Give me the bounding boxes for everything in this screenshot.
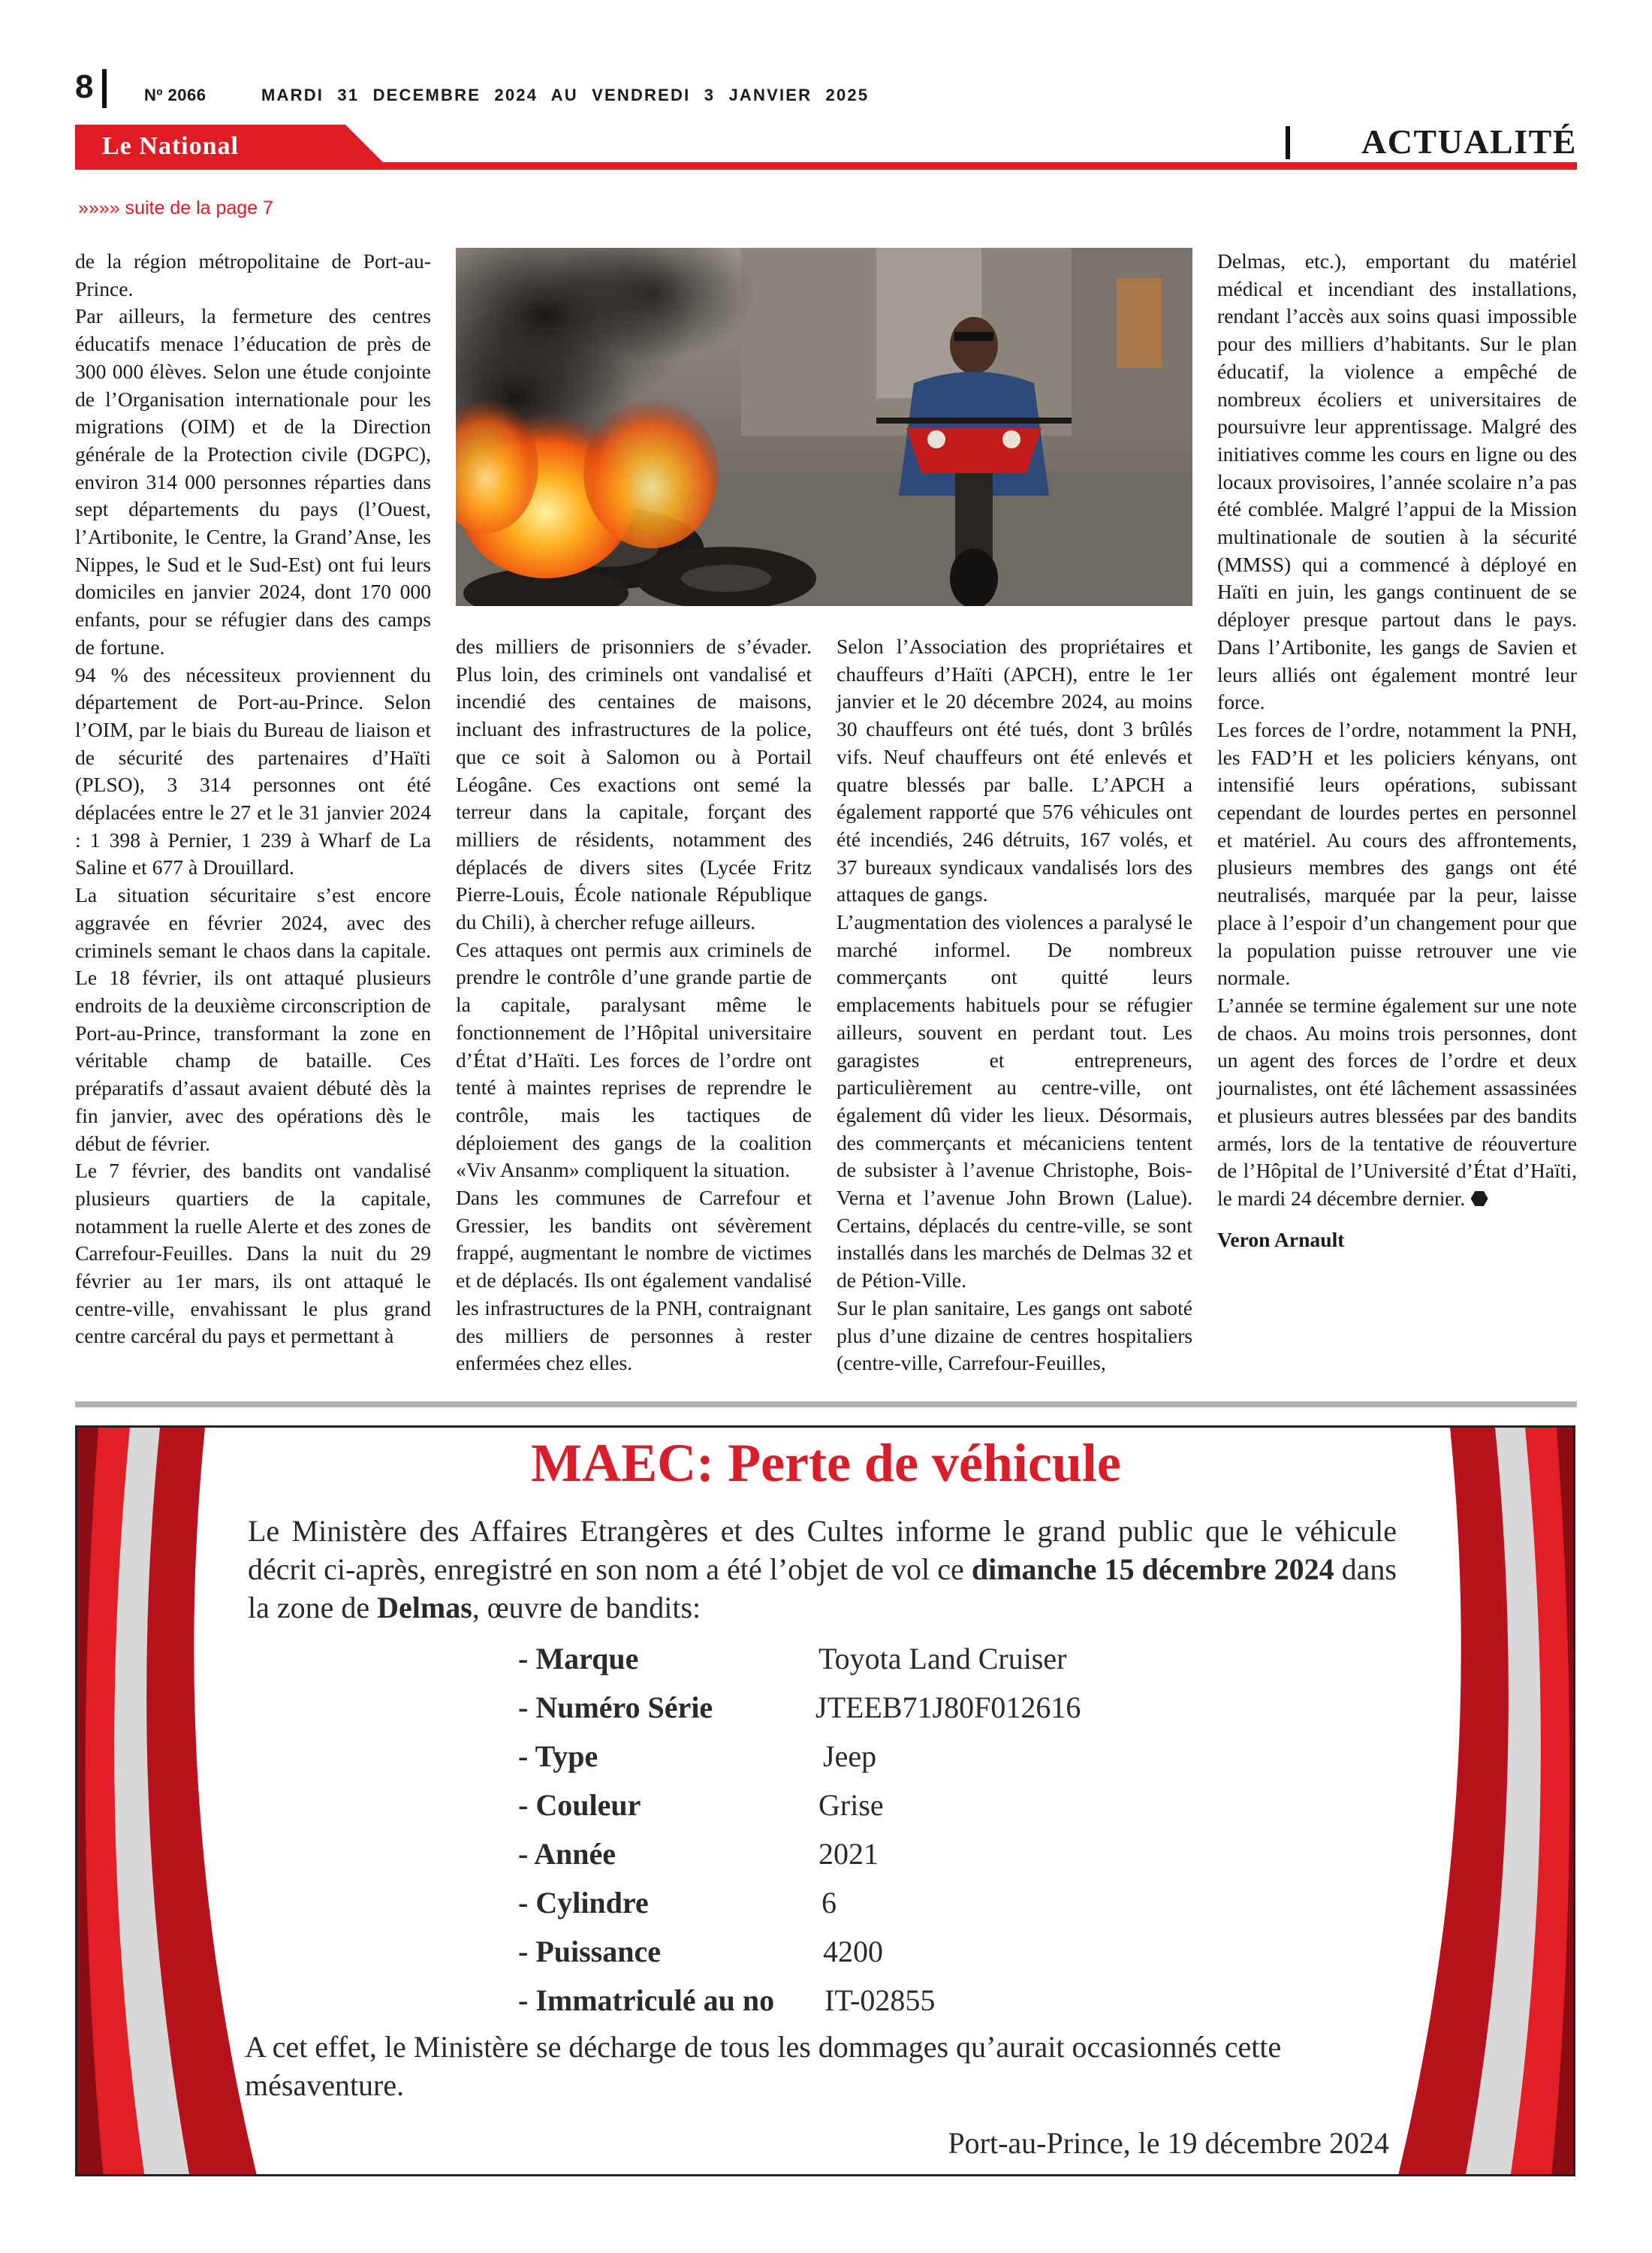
vehicle-spec-label: - Immatriculé au no <box>518 1983 775 2017</box>
article-column-1 <box>75 248 431 1350</box>
vehicle-spec-label: - Marque <box>518 1642 639 1675</box>
section-separator <box>75 1401 1577 1407</box>
article-paragraph: Sur le plan sanitaire, Les gangs ont saboté plus d’une dizaine de centres hospitaliers (centre-ville, Carrefour-Feuilles, <box>837 1295 1192 1375</box>
vehicle-spec-label: - Couleur <box>518 1788 641 1822</box>
vehicle-spec-value: Jeep <box>823 1739 877 1773</box>
ad-theft-location: Delmas <box>377 1591 472 1624</box>
ad-intro-text: dans la zone de <box>248 1552 1397 1624</box>
vehicle-spec-label: - Cylindre <box>518 1886 649 1920</box>
article-column-4 <box>1217 248 1577 1253</box>
ad-theft-date: dimanche 15 décembre 2024 <box>971 1552 1334 1586</box>
ad-intro-text: , œuvre de bandits: <box>472 1591 701 1624</box>
ad-intro-text: Le Ministère des Affaires Etrangères et des Cultes informe le grand public que le véhicule décrit ci-après, enregistré en son nom a été l’objet de vol ce <box>248 1514 1397 1586</box>
article-column-2 <box>456 633 812 1377</box>
vehicle-spec-label: - Numéro Série <box>518 1691 713 1724</box>
article-paragraph: 94 % des nécessiteux proviennent du département de Port-au-Prince. Selon l’OIM, par le biais du Bureau de liaison et de sécurité des partenaires d’Haïti (PLSO), 3 314 personnes ont été déplacées entre le 27 et le 31 janvier 2024 : 1 398 à Pernier, 1 239 à Wharf de La Saline et 677 à Drouillard. <box>75 662 431 879</box>
vehicle-spec-value: IT-02855 <box>824 1983 936 2017</box>
article-paragraph: Ces attaques ont permis aux criminels de prendre le contrôle d’une grande partie de la capitale, paralysant même le fonctionnement de l’Hôpital universitaire d’État d’Haïti. Les forces de l’ordre ont tenté à maintes reprises de reprendre le contrôle, mais les tactiques de déploiement des gangs de la coalition «Viv Ansanm» compliquent la situation. <box>456 937 812 1182</box>
author-byline: Veron Arnault <box>1217 1227 1345 1251</box>
vehicle-spec-label: - Puissance <box>518 1935 661 1968</box>
article-paragraph: Selon l’Association des propriétaires et chauffeurs d’Haïti (APCH), entre le 1er janvier et le 20 décembre 2024, au moins 30 chauffeurs ont été tués, dont 3 brûlés vifs. Neuf chauffeurs ont été enlevés et quatre blessés par balle. L’APCH a également rapporté que 576 véhicules ont été incendiés, 246 détruits, 167 volés, et 37 bureaux syndicaux vandalisés lors des attaques de gangs. <box>837 635 1192 906</box>
article-paragraph: L’augmentation des violences a paralysé le marché informel. De nombreux commerçants ont quitté leurs emplacements habituels pour se réfugier ailleurs, souvent en perdant tout. Les garagistes et entrepreneurs, particulièrement au centre-ville, ont également dû vider les lieux. Désormais, des commerçants et mécaniciens tentent de subsister à l’avenue Christophe, Bois-Verna et l’avenue John Brown (Lalue). Certains, déplacés du centre-ville, se sont installés dans les marchés de Delmas 32 et de Pétion-Ville. <box>837 910 1192 1292</box>
article-paragraph: Les forces de l’ordre, notamment la PNH, les FAD’H et les policiers kényans, ont intensifié leurs opérations, subissant cependant de lourdes pertes en personnel et matériel. Au cours des affrontements, plusieurs membres des gangs ont été neutralisés, marquée par la peur, laisse place à l’espoir d’un changement pour que la population puisse retrouver une vie normale. <box>1217 717 1577 990</box>
vehicle-spec-value: Toyota Land Cruiser <box>818 1642 1067 1675</box>
article-paragraph: des milliers de prisonniers de s’évader. Plus loin, des criminels ont vandalisé et incendié des centaines de maisons, incluant des infrastructures de la police, que ce soit à Salomon ou à Portail Léogâne. Ces exactions ont semé la terreur dans la capitale, forçant des milliers de résidents, notamment des déplacés de divers sites (Lycée Fritz Pierre-Louis, École nationale République du Chili), à chercher refuge ailleurs. <box>456 635 812 934</box>
article-column-3 <box>837 633 1192 1377</box>
vehicle-spec-value: Grise <box>818 1788 884 1822</box>
vehicle-spec-value: 6 <box>821 1886 837 1920</box>
continued-from-link[interactable]: »»»» suite de la page 7 <box>78 198 273 219</box>
article-last-paragraph-text: L’année se termine également sur une note de chaos. Au moins trois personnes, dont un agent des forces de l’ordre et deux journalistes, ont été lâchement assassinées et plusieurs autres blessées par des bandits armés, lors de la tentative de réouverture de l’Hôpital de l’Université d’État d’Haïti, le mardi 24 décembre dernier. <box>1217 993 1577 1210</box>
advertisement-place-date: Port-au-Prince, le 19 décembre 2024 <box>948 2126 1389 2160</box>
article-paragraph: Delmas, etc.), emportant du matériel médical et incendiant des installations, rendant l’accès aux soins quasi impossible pour des milliers d’habitants. Sur le plan éducatif, la violence a empêché de nombreux écoliers et universitaires de poursuivre leur apprentissage. Malgré des initiatives comme les cours en ligne ou des locaux provisoires, l’année scolaire n’a pas été comblée. Malgré l’appui de la Mission multinationale de soutien à la sécurité (MMSS) qui a commencé à déployé en Haïti en juin, les gangs continuent de se déployer presque partout dans le pays. Dans l’Artibonite, les gangs de Savien et leurs alliés ont également montré leur force. <box>1217 249 1577 714</box>
article-paragraph: Le 7 février, des bandits ont vandalisé plusieurs quartiers de la capitale, notamment la ruelle Alerte et des zones de Carrefour-Feuilles. Dans la nuit du 29 février au 1er mars, ils ont attaqué le centre-ville, envahissant le plus grand centre carcéral du pays et permettant à <box>75 1159 431 1348</box>
advertisement-title: MAEC: Perte de véhicule <box>531 1433 1121 1493</box>
vehicle-spec-value: 4200 <box>823 1935 883 1968</box>
advertisement-intro <box>248 1512 1397 1627</box>
header-rule <box>75 162 1577 170</box>
issue-date: MARDI 31 DECEMBRE 2024 AU VENDREDI 3 JANVIER 2025 <box>261 86 870 104</box>
vehicle-spec-value: JTEEB71J80F012616 <box>815 1691 1081 1724</box>
issue-number: Nº 2066 <box>144 86 206 104</box>
page-number: 8 <box>75 68 94 105</box>
vehicle-spec-label: - Année <box>518 1837 616 1871</box>
section-divider <box>1286 126 1290 159</box>
end-of-article-icon: ⬣ <box>1470 1186 1489 1210</box>
article-photo <box>456 248 1192 606</box>
article-paragraph <box>1217 992 1577 1213</box>
article-paragraph: La situation sécuritaire s’est encore aggravée en février 2024, avec des criminels semant le chaos dans la capitale. Le 18 février, ils ont attaqué plusieurs endroits de la deuxième circonscription de Port-au-Prince, transformant la zone en véritable champ de bataille. Ces préparatifs d’assaut avaient débuté dès la fin janvier, avec des opérations dès le début de février. <box>75 883 431 1155</box>
advertisement-closing: A cet effet, le Ministère se décharge de tous les dommages qu’aurait occasionnés cette mésaventure. <box>245 2030 1282 2102</box>
vehicle-spec-value: 2021 <box>818 1837 879 1871</box>
article-paragraph: de la région métropolitaine de Port-au-Prince. <box>75 249 431 300</box>
page-number-divider <box>102 69 107 108</box>
vehicle-spec-label: - Type <box>518 1739 598 1773</box>
section-title: ACTUALITÉ <box>1361 122 1577 161</box>
newspaper-name: Le National <box>102 132 239 160</box>
article-paragraph: Dans les communes de Carrefour et Gressier, les bandits ont sévèrement frappé, augmentant le nombre de victimes et de déplacés. Ils ont également vandalisé les infrastructures de la PNH, contraignant des milliers de personnes à rester enfermées chez elles. <box>456 1186 812 1375</box>
article-paragraph: Par ailleurs, la fermeture des centres éducatifs menace l’éducation de près de 300 000 élèves. Selon une étude conjointe de l’Organisation internationale pour les migrations (OIM) et de la Direction générale de la Protection civile (DGPC), environ 314 000 personnes réparties dans sept départements du pays (l’Ouest, l’Artibonite, le Centre, la Grand’Anse, les Nippes, le Sud et le Sud-Est) ont fui leurs domiciles en janvier 2024, dont 170 000 enfants, pour se réfugier dans des camps de fortune. <box>75 304 431 659</box>
